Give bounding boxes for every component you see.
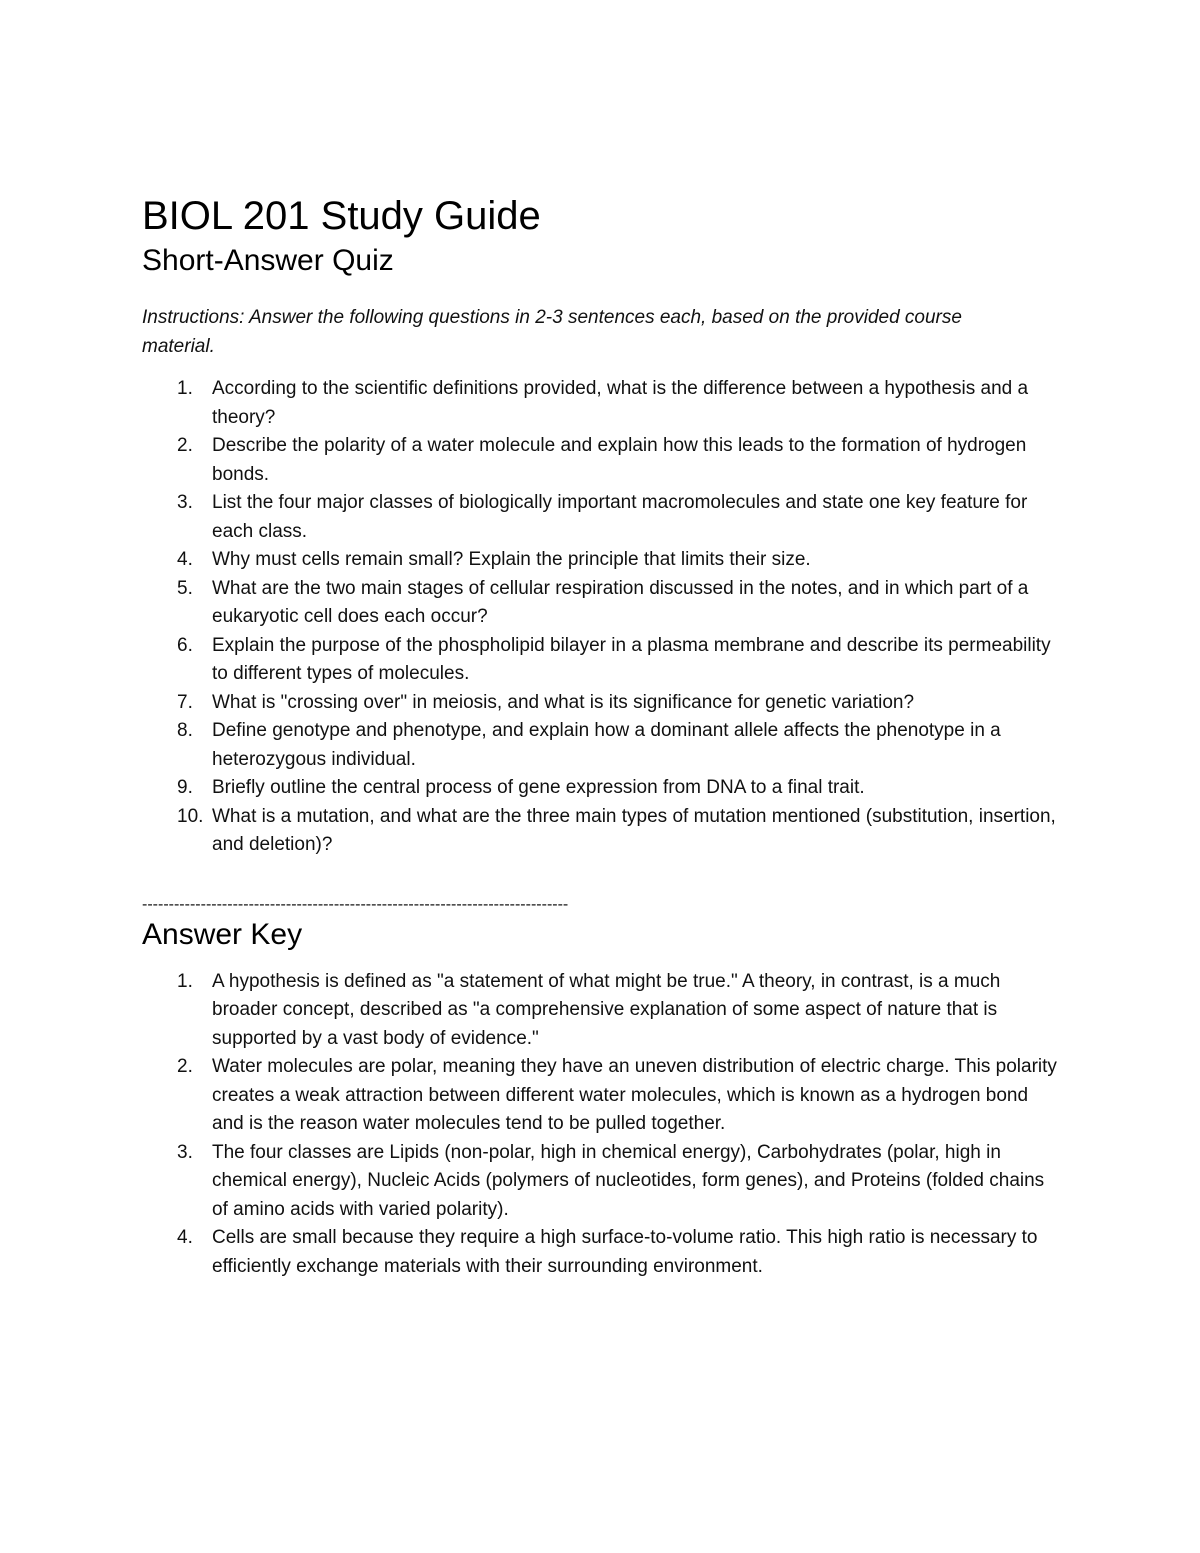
question-text: What are the two main stages of cellular respiration discussed in the notes, and in which part of a eukaryotic cell does each occur? — [212, 577, 1029, 627]
question-number: 5. — [177, 577, 193, 599]
answer-key-heading: Answer Key — [142, 917, 303, 951]
answer-number: 4. — [177, 1227, 193, 1248]
quiz-heading: Short-Answer Quiz — [142, 244, 394, 277]
quiz-question-list — [142, 375, 1062, 860]
answer-item — [142, 968, 1057, 1054]
question-number: 10. — [177, 805, 204, 827]
document-title: BIOL 201 Study Guide — [142, 194, 541, 238]
question-text: Describe the polarity of a water molecule and explain how this leads to the formation of hydrogen bonds. — [212, 435, 1027, 485]
question-number: 4. — [177, 549, 193, 570]
question-number: 6. — [177, 634, 193, 656]
question-text: What is "crossing over" in meiosis, and what is its significance for genetic variation? — [212, 691, 915, 713]
answer-number: 3. — [177, 1141, 193, 1163]
quiz-question — [142, 546, 1057, 575]
question-number: 3. — [177, 492, 193, 513]
answer-item — [142, 1224, 1057, 1281]
quiz-question — [142, 432, 1057, 489]
quiz-question — [142, 489, 1057, 546]
question-text: According to the scientific definitions provided, what is the difference between a hypothesis and a theory? — [212, 378, 1029, 428]
question-number: 8. — [177, 720, 193, 741]
question-text: What is a mutation, and what are the three main types of mutation mentioned (substitution, insertion, and deletion)? — [212, 805, 1056, 855]
answer-list — [142, 968, 1062, 1282]
question-number: 7. — [177, 691, 193, 713]
quiz-question — [142, 575, 1057, 632]
quiz-question — [142, 803, 1057, 860]
quiz-question — [142, 632, 1057, 689]
question-text: Briefly outline the central process of gene expression from DNA to a final trait. — [212, 777, 865, 798]
document-page — [142, 190, 1062, 1281]
question-number: 2. — [177, 435, 193, 456]
answer-text: A hypothesis is defined as "a statement of what might be true." A theory, in contrast, is a much broader concept, described as "a comprehensive explanation of some aspect of nature that is supported by a vast body of evidence." — [212, 970, 1001, 1049]
answer-text: The four classes are Lipids (non-polar, high in chemical energy), Carbohydrates (polar, high in chemical energy), Nucleic Acids (polymers of nucleotides, form genes), and Proteins (folded chains of amino acids with varied polarity). — [212, 1141, 1045, 1220]
answer-text: Water molecules are polar, meaning they have an uneven distribution of electric charge. This polarity creates a weak attraction between different water molecules, which is known as a hydrogen bond and is the reason water molecules tend to be pulled together. — [212, 1056, 1057, 1134]
answer-item — [142, 1053, 1057, 1139]
section-divider: -------------------------------------------------------------------------------- — [142, 895, 569, 913]
answer-number: 2. — [177, 1056, 193, 1077]
question-number: 9. — [177, 777, 193, 798]
question-text: Why must cells remain small? Explain the principle that limits their size. — [212, 549, 811, 570]
quiz-question — [142, 774, 1057, 803]
answer-text: Cells are small because they require a high surface-to-volume ratio. This high ratio is necessary to efficiently exchange materials with their surrounding environment. — [212, 1227, 1038, 1277]
answer-number: 1. — [177, 970, 193, 992]
question-number: 1. — [177, 378, 193, 399]
quiz-question — [142, 689, 1057, 718]
question-text: Define genotype and phenotype, and explain how a dominant allele affects the phenotype in a heterozygous individual. — [212, 720, 1001, 770]
question-text: List the four major classes of biologically important macromolecules and state one key feature for each class. — [212, 492, 1028, 542]
quiz-question — [142, 375, 1057, 432]
answer-item — [142, 1139, 1057, 1225]
quiz-question — [142, 717, 1057, 774]
question-text: Explain the purpose of the phospholipid bilayer in a plasma membrane and describe its permeability to different types of molecules. — [212, 634, 1051, 684]
quiz-instructions: Instructions: Answer the following questions in 2-3 sentences each, based on the provided course material. — [142, 307, 962, 357]
